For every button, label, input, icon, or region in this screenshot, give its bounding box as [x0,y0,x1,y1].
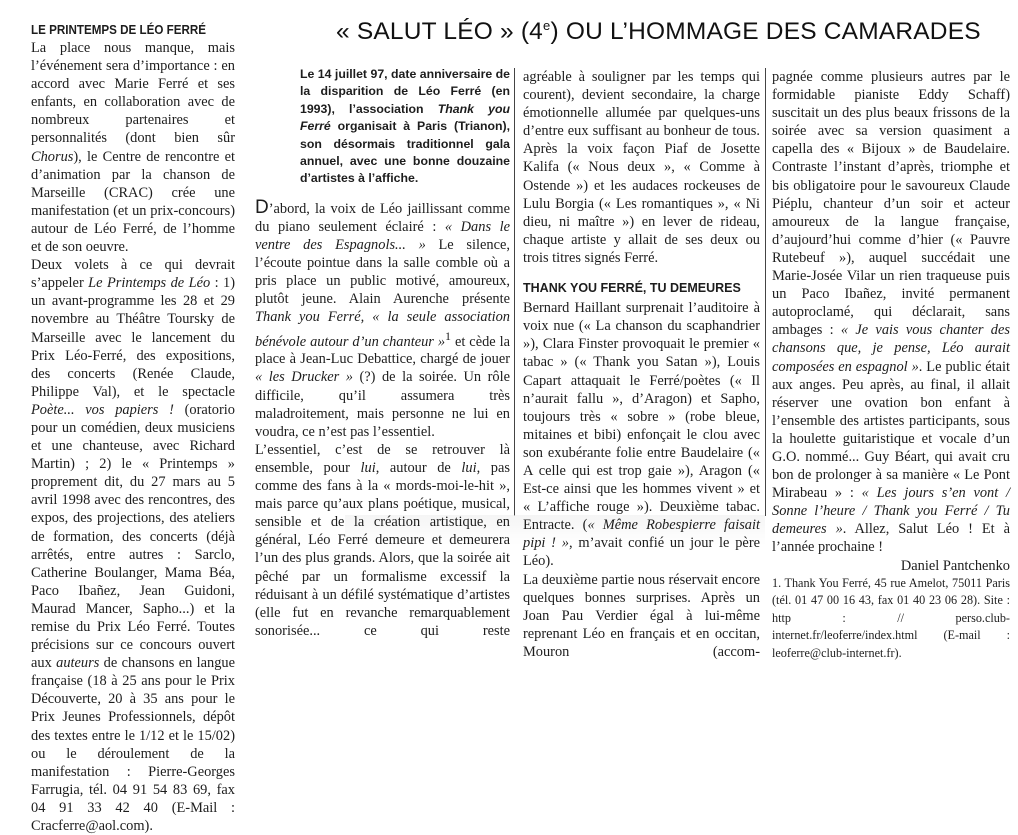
sidebar-heading: LE PRINTEMPS DE LÉO FERRÉ [31,23,207,37]
italic-text: « Même Robespierre faisait pipi ! » [523,517,760,552]
text-run: Le 14 juillet 97, date anniversaire de la disparition de Léo Ferré (en 1993), l’association [300,67,510,116]
text-run: La deuxième partie nous réservait encore quelques bonnes surprises. Après un Joan Pau Verdier égal à lui-même reprenant Léo en français et en occitan, Mouron (accom- [523,571,760,660]
text-run: L’essentiel, c’est de se retrouver là ensemble, pour [255,441,510,476]
italic-text: Thank you Ferré [300,101,510,134]
italic-text: « Je vais vous chanter des chansons que, je pense, Léo aurait composées en espagnol » [772,322,1010,375]
text-run: La place nous manque, mais l’événement sera d’importance : en accord avec Marie Ferré et ses enfants, en collaboration avec de nombreux partenaires et personnalités (dont bien sûr [31,40,235,147]
text-run: et cède la place à Jean-Luc Debattice, chargé de jouer [255,333,510,368]
title-text-end: ) OU L’HOMMAGE DES CAMARADES [550,18,981,46]
title-text: « SALUT LÉO » (4 [336,18,544,46]
text-run: Deux volets à ce qui devrait s’appeler [31,257,235,292]
text-run: : 1) un avant-programme les 28 et 29 novembre au Théâtre Toursky de Marseille avec le lancement du Prix Léo-Ferré, des expositions, des concerts (Renée Claude, Philippe Val), et le spectacle [31,275,236,400]
paragraph [523,299,760,570]
text-run: de chansons en langue française (18 à 25 ans pour le Prix Découverte, 20 à 35 ans pour le Prix Jeunes Professionnels, dépôt des textes entre le 1/12 et le 15/02) ou le déroulement de la manifestation : Pierre-Georges Farrugia, tél. 04 91 54 83 69, fax 04 91 33 42 40 (E-Mail : Cracferre@aol.com). [31,655,235,835]
paragraph [255,196,510,441]
italic-text: Poète... vos papiers ! [31,401,174,418]
article-column-2 [523,68,760,661]
text-run: ), le Centre de rencontre et d’animation par la chanson de Marseille (CRAC) crée une manifestation (et un prix-concours) autour de Léo Ferré, de l’homme et de son oeuvre. [31,148,235,256]
text-run: . Le public était aux anges. Peu après, au final, il allait réserver une ovation bon enfant à l’ensemble des artistes participants, sous la houlette guitaristique et vocale d’un G.O. nommé... Guy Béart, qui avait cru bon de prolonger à sa manière « Le Pont Mirabeau » : [772,358,1010,502]
text-run: ’abord, la voix de Léo jaillissant comme du piano seulement éclairé : [255,200,510,235]
column-divider [765,68,766,516]
article-body [523,299,760,661]
text-run: Bernard Haillant surprenait l’auditoire à voix nue (« La chanson du scaphandrier »), Clara Finster provoquait le premier « tabac » (« Thank you Satan »), Louis Capart attaquait le Ferré/poètes (« Il n’aurait fallu », d’Aragon) et Sapho, toujours très « sobre » (robe bleue, mitaines et bibi) enfonçait le clou avec son exubérante folie entre Baudelaire (« A celle qui est trop gaie »), Aragon (« Est-ce ainsi que les hommes vivent » et « L’affiche rouge »). Deuxième tabac. Entracte. ( [523,300,760,534]
text-run: agréable à souligner par les temps qui courent), devient secondaire, la charge émotionnelle allumée par quelques-uns d’entre eux suffisant au bonheur de tous. Après la voix façon Piaf de Josette Kalifa (« Nous deux », « Comme à Ostende ») et les audaces rockeuses de Lulu Borgia (« Les romantiques », « Ni dieu, ni maître ») en lever de rideau, chaque artiste y allait de ses deux ou trois titres signés Ferré. [523,69,760,266]
footnote-marker: 1 [445,328,452,343]
text-run: (?) de la soirée. Un rôle difficile, qu’il assumera très maladroitement, mais personne ne lui en voudra, ce n’est pas l’essentiel. [255,369,510,440]
italic-text: Le Printemps de Léo [88,275,211,292]
sidebar-body [31,39,235,835]
text-run: organisait à Paris (Trianon), son désormais traditionnel gala annuel, avec une bonne douzaine d’artistes à l’affiche. [300,119,510,186]
paragraph [772,68,1010,557]
drop-cap: D [255,196,269,218]
article-lead [300,66,510,188]
article-column-3 [772,68,1010,663]
article-body [255,196,510,640]
paragraph [523,571,760,661]
paragraph [31,256,235,835]
italic-text: « Dans le ventre des Espagnols... » [255,218,510,254]
text-run: , m’avait confié un jour le père Léo). [523,535,761,570]
title-superscript: e [543,18,551,33]
text-run: (oratorio pour un comédien, deux musiciens et une chanteuse, avec Richard Martin) ; 2) le « Printemps » proprement dit, du 27 mars au 5 avril 1998 avec des rencontres, des expos, des projections, des ateliers de formation, des concerts (déjà arrêtés, entre autres : Sarclo, Catherine Boulanger, Mama Béa, Paco Ibañez, Jean Guidoni, Maurad Mancer, Sapho...) et la remise du Prix Léo Ferré. Toutes précisions sur ce concours ouvert aux [31,401,235,672]
paragraph [255,441,510,640]
text-run: . Allez, Salut Léo ! Et à l’année prochaine ! [772,521,1010,556]
italic-text: Thank you Ferré, « la seule association bénévole autour d’un chanteur » [255,309,510,350]
article-body [772,68,1010,557]
article-column-1 [255,66,510,640]
footnote: 1. Thank You Ferré, 45 rue Amelot, 75011 Paris (tél. 01 47 00 16 43, fax 01 40 23 06 28). Site : http : // perso.club-internet.fr/leoferre/index.html (E-mail : leoferre@club-internet.fr). [772,575,1010,660]
author-signature: Daniel Pantchenko [900,557,1010,574]
text-run: Le silence, l’écoute pointue dans la salle comble où a pris place un public motivé, amoureux, plutôt jeune. Alain Aurenche présente [255,237,510,308]
italic-text: lui [461,459,477,476]
column-divider [514,68,515,516]
italic-text: lui [360,459,376,476]
article-title [336,18,981,46]
italic-text: « Les jours s’en vont / Sonne l’heure / Thank you Ferré / Tu demeures » [772,485,1011,538]
italic-text: Chorus [31,148,74,165]
italic-text: auteurs [56,655,100,672]
sidebar-column [31,22,235,835]
italic-text: « les Drucker » [255,369,353,386]
paragraph [523,68,760,267]
text-run: pagnée comme plusieurs autres par le formidable pianiste Eddy Schaff) suscitait un des plus beaux frissons de la soirée avec sa version quasiment a capella des « Bijoux » de Baudelaire. Contraste l’instant d’après, triomphe et bis obligatoire pour le savoureux Claude Piéplu, chanteur d’un soir et acteur amoureux de la langue française, d’aujourd’hui comme d’hier (« Pauvre Rutebeuf »), auquel succédait une Marie-Josée Vilar un rien traqueuse puis un Paco Ibañez, invité permanent autoproclamé, qui déclarait, sans ambages : [772,69,1010,339]
section-subheading: THANK YOU FERRÉ, TU DEMEURES [523,281,741,296]
article-body [523,68,760,267]
paragraph [31,39,235,256]
text-run: , pas comme des fans à la « mords-moi-le-hit », mais parce qu’aux plans poétique, musical, sensible et de la création artistique, en général, Léo Ferré demeure et demeurera l’un des plus grands. Alors, que la soirée ait pêché par un formalisme excessif la réduisant à un défilé systématique d’artistes (elle fut en revanche remarquablement sonorisée... ce qui reste [255,459,510,639]
text-run: , autour de [375,459,462,476]
